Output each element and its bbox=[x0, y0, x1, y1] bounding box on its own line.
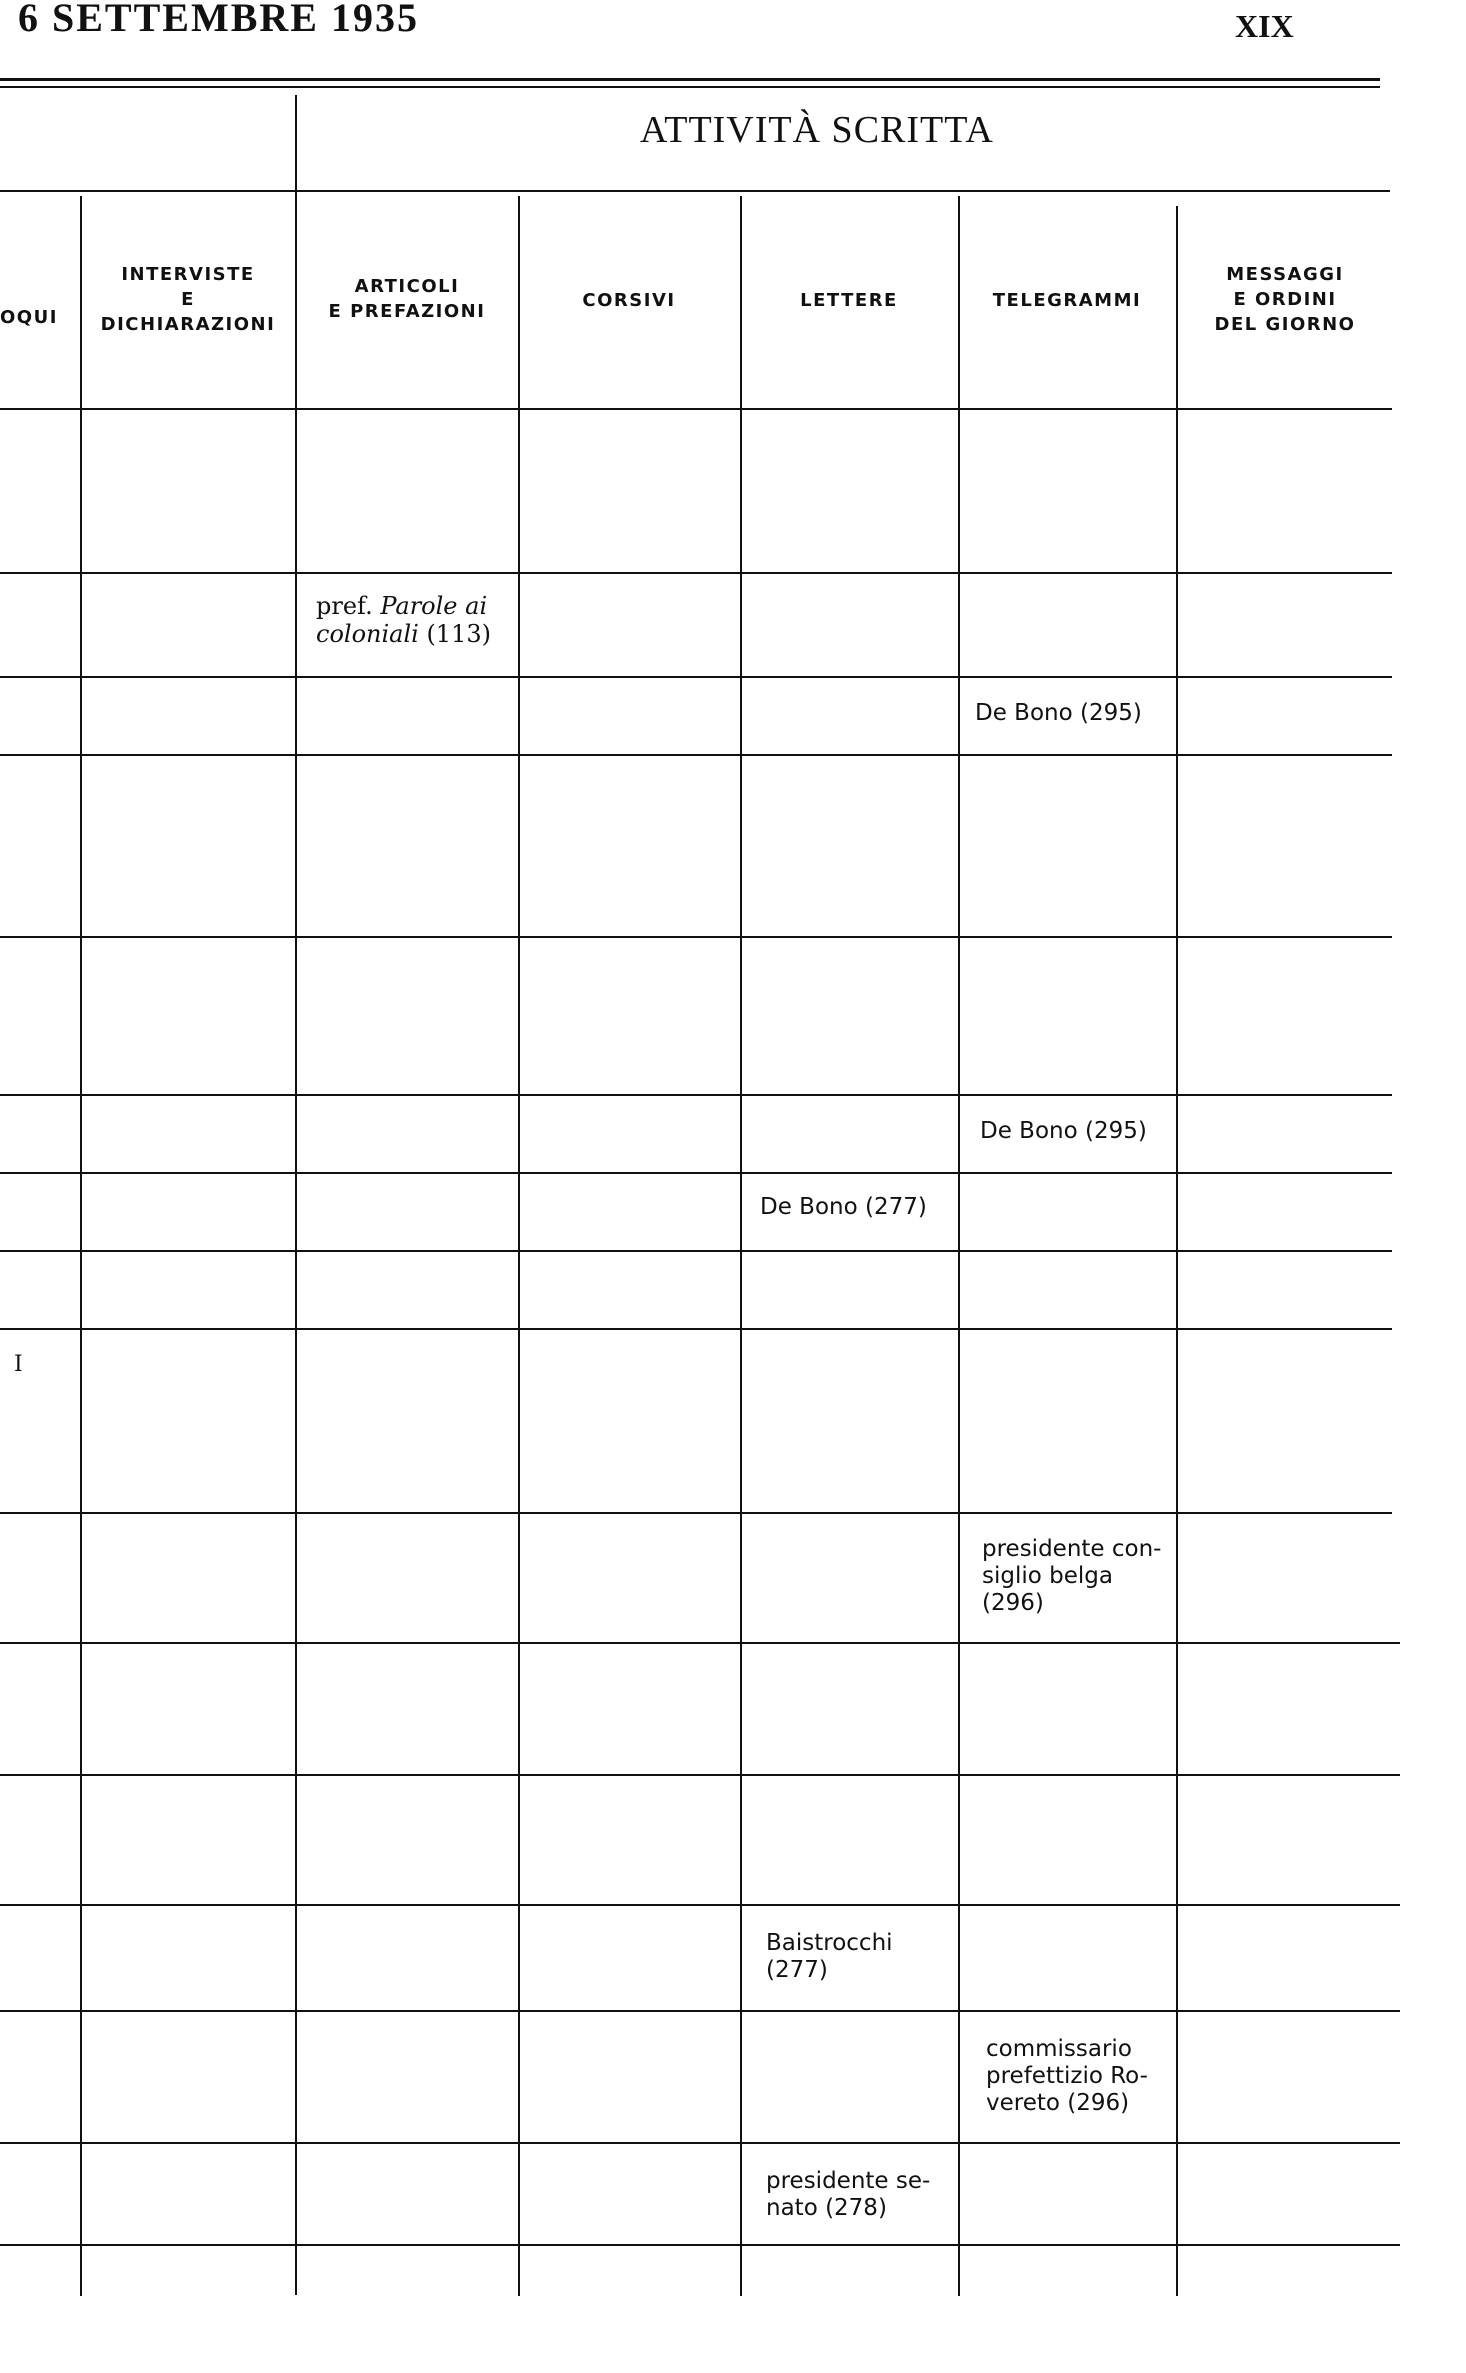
header-rule-left bbox=[0, 190, 295, 192]
row-rule bbox=[0, 2142, 1400, 2144]
top-rule-inner bbox=[0, 86, 1380, 88]
row-rule bbox=[0, 1642, 1400, 1644]
entry-lettere-2: Baistrocchi (277) bbox=[766, 1930, 893, 1983]
section-title: ATTIVITÀ SCRITTA bbox=[640, 109, 994, 151]
margin-mark: I bbox=[14, 1352, 23, 1377]
entry-telegrammi-4: commissario prefettizio Ro- vereto (296) bbox=[986, 2036, 1148, 2116]
page-number: XIX bbox=[1235, 8, 1294, 44]
row-rule bbox=[0, 572, 1392, 574]
row-rule bbox=[0, 408, 1392, 410]
header-rule-right bbox=[295, 190, 1390, 192]
row-rule bbox=[0, 1094, 1392, 1096]
entry-telegrammi-3: presidente con- siglio belga (296) bbox=[982, 1536, 1162, 1616]
row-rule bbox=[0, 1512, 1392, 1514]
entry-telegrammi-1: De Bono (295) bbox=[975, 700, 1142, 726]
row-rule bbox=[0, 754, 1392, 756]
row-rule bbox=[0, 936, 1392, 938]
entry-articoli-1-title: Parole ai coloniali bbox=[316, 592, 488, 648]
colhead-interviste: INTERVISTE E DICHIARAZIONI bbox=[100, 264, 276, 335]
top-rule bbox=[0, 78, 1380, 81]
colhead-colloqui: OQUI bbox=[0, 307, 58, 328]
column-rule-1 bbox=[80, 196, 82, 2296]
entry-telegrammi-2: De Bono (295) bbox=[980, 1118, 1147, 1144]
row-rule bbox=[0, 1328, 1392, 1330]
row-rule bbox=[0, 2010, 1400, 2012]
colhead-articoli: ARTICOLI E PREFAZIONI bbox=[328, 276, 486, 322]
entry-articoli-1 bbox=[316, 592, 516, 648]
entry-articoli-1-ref: (113) bbox=[418, 620, 491, 648]
row-rule bbox=[0, 676, 1392, 678]
entry-lettere-3: presidente se- nato (278) bbox=[766, 2168, 931, 2221]
column-rule-2 bbox=[295, 95, 297, 2295]
row-rule bbox=[0, 2244, 1400, 2246]
row-rule bbox=[0, 1172, 1392, 1174]
colhead-telegrammi: TELEGRAMMI bbox=[992, 290, 1142, 311]
colhead-messaggi: MESSAGGI E ORDINI DEL GIORNO bbox=[1214, 264, 1356, 335]
colhead-corsivi: CORSIVI bbox=[582, 290, 676, 311]
entry-articoli-1-prefix: pref. bbox=[316, 592, 381, 620]
running-title: 6 SETTEMBRE 1935 bbox=[18, 0, 419, 40]
row-rule bbox=[0, 1904, 1400, 1906]
colhead-lettere: LETTERE bbox=[800, 290, 898, 311]
column-rule-3 bbox=[518, 196, 520, 2296]
column-rule-5 bbox=[958, 196, 960, 2296]
column-rule-4 bbox=[740, 196, 742, 2296]
row-rule bbox=[0, 1774, 1400, 1776]
entry-lettere-1: De Bono (277) bbox=[760, 1194, 927, 1220]
row-rule bbox=[0, 1250, 1392, 1252]
